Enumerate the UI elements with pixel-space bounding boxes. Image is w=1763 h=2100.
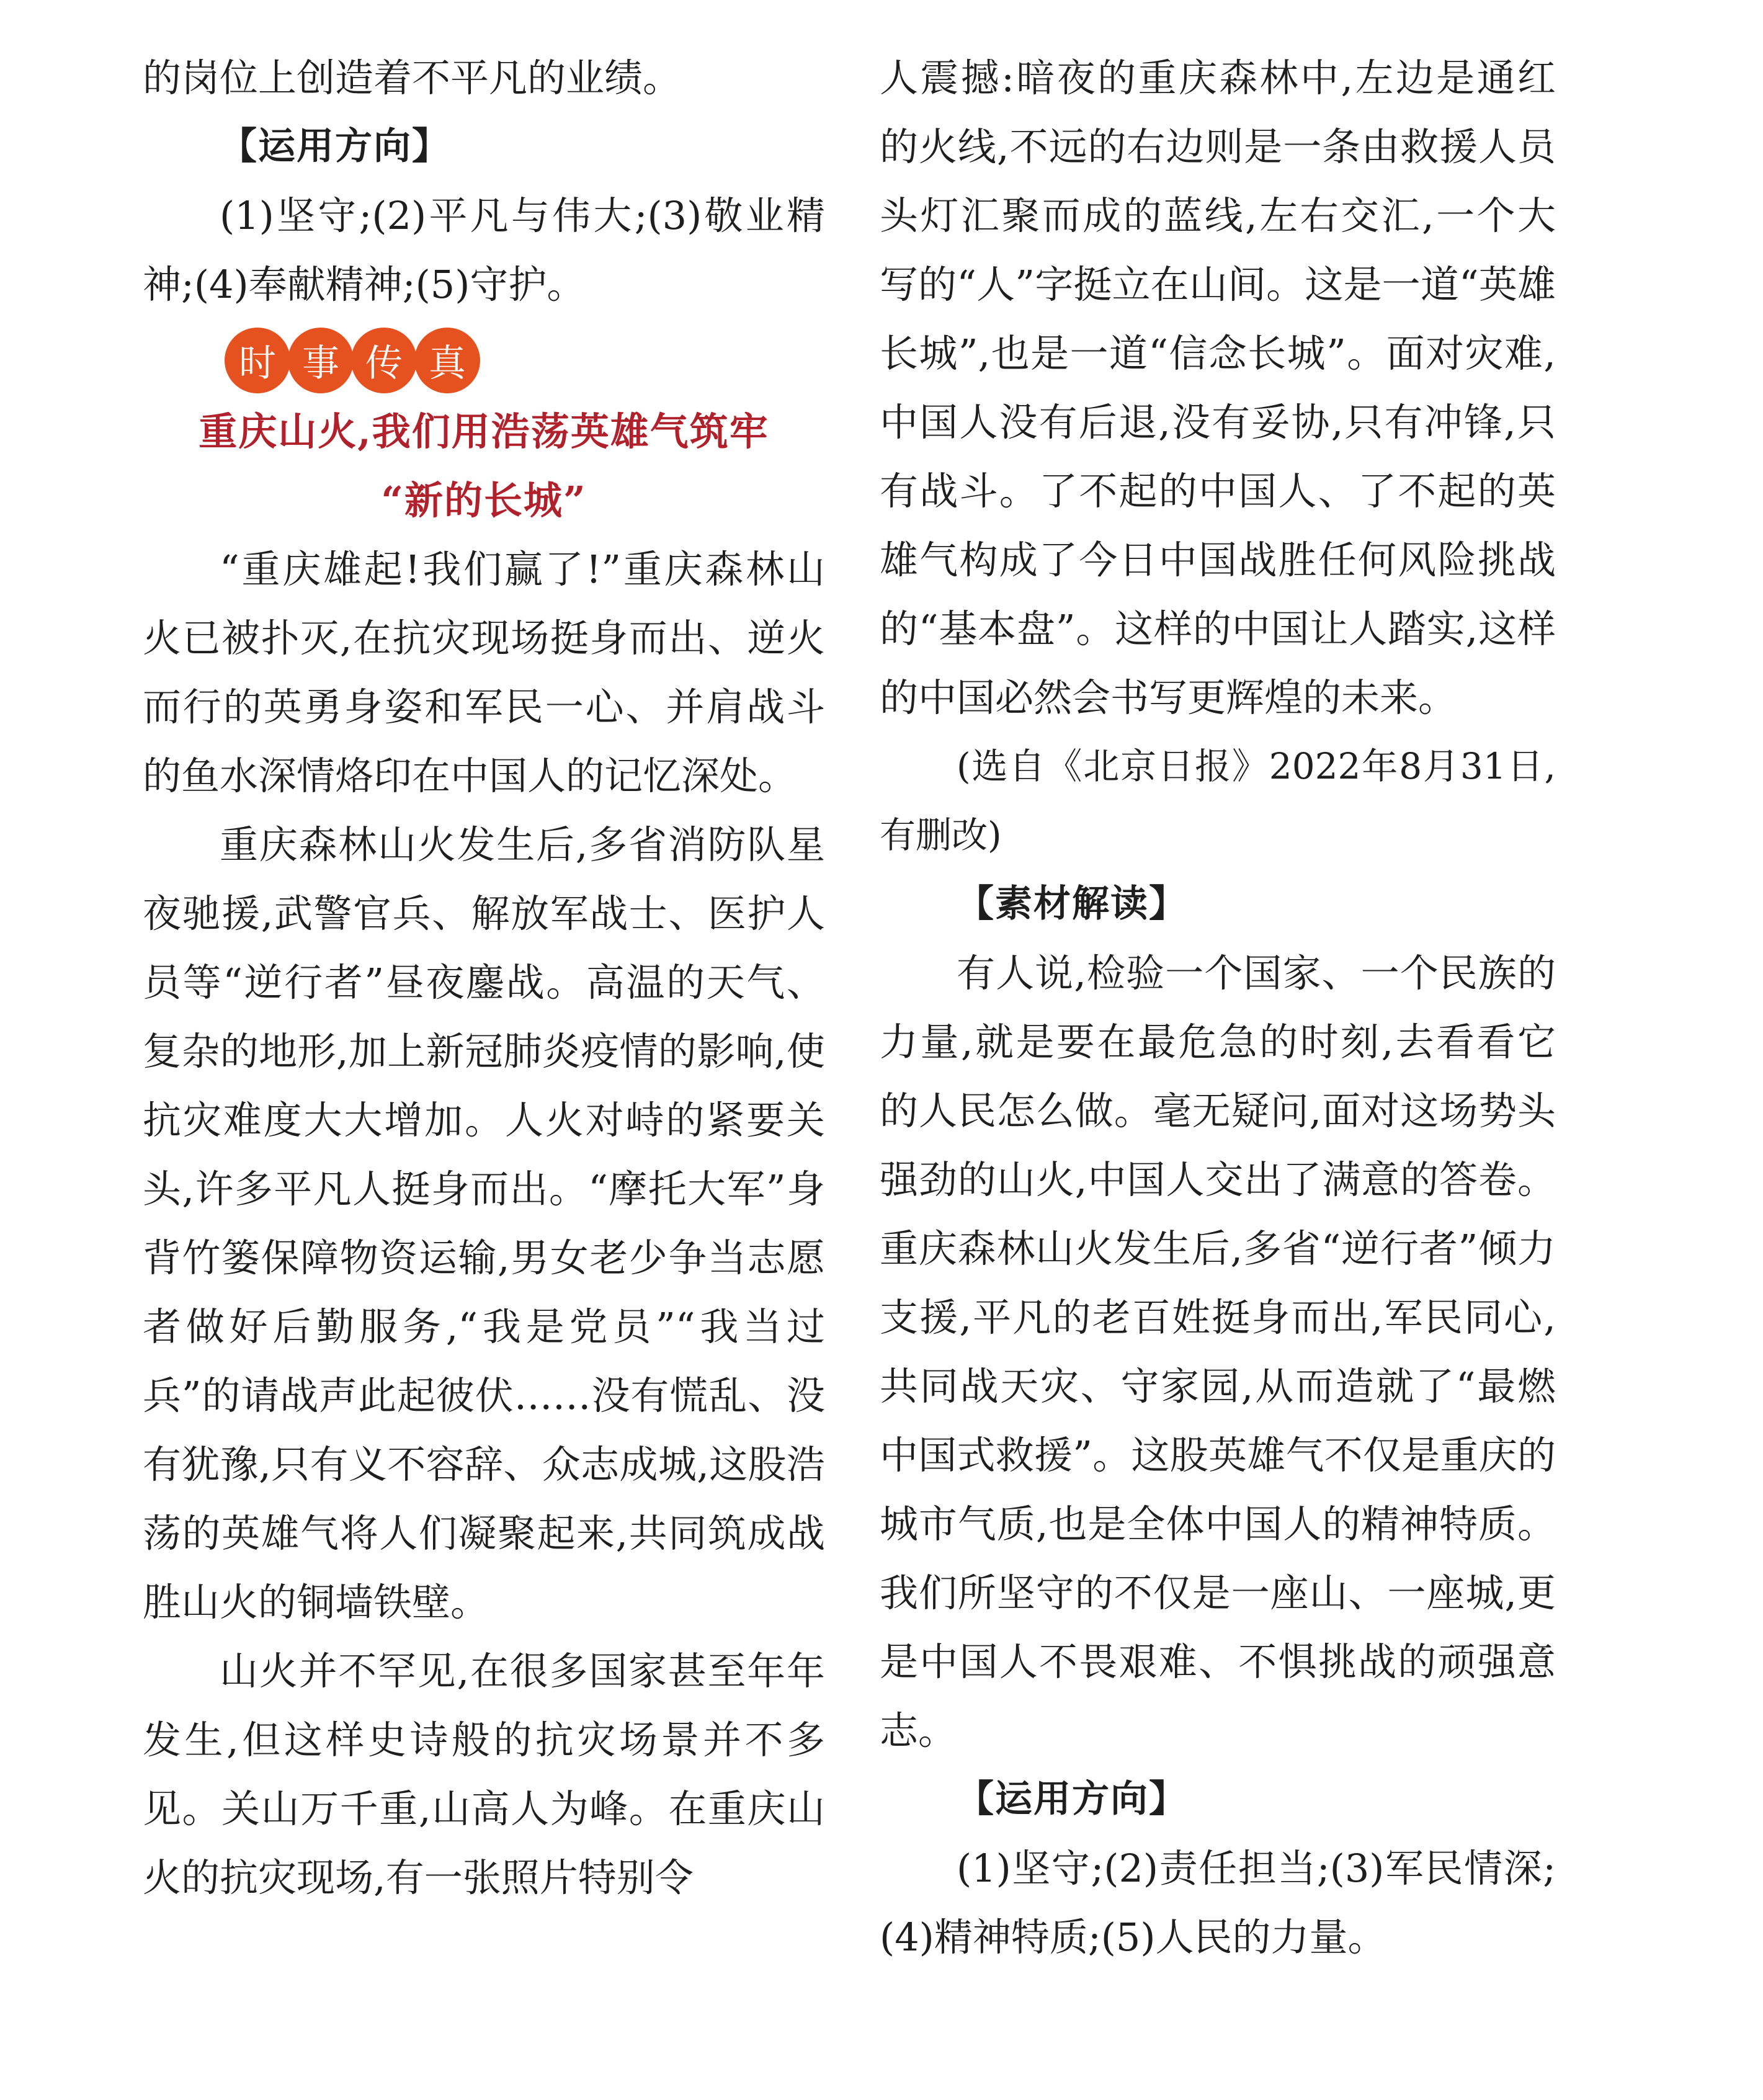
badge-char-1: 时 — [225, 328, 290, 393]
material-heading: 【素材解读】 — [957, 882, 1187, 926]
section-badge — [143, 319, 825, 397]
article-title-line2: “新的长城” — [381, 478, 587, 523]
article-title-line1: 重庆山火,我们用浩荡英雄气筑牢 — [199, 409, 769, 454]
intro-paragraph-end: 的岗位上创造着不平凡的业绩。 — [143, 55, 682, 101]
left-column — [143, 43, 825, 1912]
badge-char-4: 真 — [414, 328, 480, 393]
usage-heading-1: 【运用方向】 — [220, 125, 450, 168]
badge-char-2: 事 — [288, 328, 354, 393]
article-paragraph-3-continued: 人震撼:暗夜的重庆森林中,左边是通红的火线,不远的右边则是一条由救援人员头灯汇聚而成的蓝线,左右交汇,一个大写的“人”字挺立在山间。这是一道“英雄长城”,也是一道“信念长城”。面对灾难,中国人没有后退,没有妥协,只有冲锋,只有战斗。了不起的中国人、了不起的英雄气构成了今日中国战胜任何风险挑战的“基本盘”。这样的中国让人踏实,这样的中国必然会书写更辉煌的未来。 — [880, 55, 1556, 720]
usage-paragraph-2: (1)坚守;(2)责任担当;(3)军民情深;(4)精神特质;(5)人民的力量。 — [880, 1846, 1556, 1960]
article-paragraph-3: 山火并不罕见,在很多国家甚至年年发生,但这样史诗般的抗灾场景并不多见。关山万千重,山高人为峰。在重庆山火的抗灾现场,有一张照片特别令 — [143, 1648, 825, 1900]
usage-paragraph-1: (1)坚守;(2)平凡与伟大;(3)敬业精神;(4)奉献精神;(5)守护。 — [143, 193, 825, 307]
right-column — [880, 43, 1556, 1972]
badge-char-3: 传 — [351, 328, 417, 393]
article-paragraph-2: 重庆森林山火发生后,多省消防队星夜驰援,武警官兵、解放军战士、医护人员等“逆行者”昼夜鏖战。高温的天气、复杂的地形,加上新冠肺炎疫情的影响,使抗灾难度大大增加。人火对峙的紧要关头,许多平凡人挺身而出。“摩托大军”身背竹篓保障物资运输,男女老少争当志愿者做好后勤服务,“我是党员”“我当过兵”的请战声此起彼伏……没有慌乱、没有犹豫,只有义不容辞、众志成城,这股浩荡的英雄气将人们凝聚起来,共同筑成战胜山火的铜墙铁壁。 — [143, 822, 825, 1625]
usage-heading-2: 【运用方向】 — [957, 1777, 1187, 1821]
section-badge-chars — [225, 328, 478, 393]
material-paragraph: 有人说,检验一个国家、一个民族的力量,就是要在最危急的时刻,去看看它的人民怎么做。毫无疑问,面对这场势头强劲的山火,中国人交出了满意的答卷。重庆森林山火发生后,多省“逆行者”倾力支援,平凡的老百姓挺身而出,军民同心,共同战天灾、守家园,从而造就了“最燃中国式救援”。这股英雄气不仅是重庆的城市气质,也是全体中国人的精神特质。我们所坚守的不仅是一座山、一座城,更是中国人不畏艰难、不惧挑战的顽强意志。 — [880, 950, 1556, 1753]
article-source: (选自《北京日报》2022年8月31日,有删改) — [880, 745, 1556, 856]
article-paragraph-1: “重庆雄起!我们赢了!”重庆森林山火已被扑灭,在抗灾现场挺身而出、逆火而行的英勇身姿和军民一心、并肩战斗的鱼水深情烙印在中国人的记忆深处。 — [143, 547, 825, 798]
